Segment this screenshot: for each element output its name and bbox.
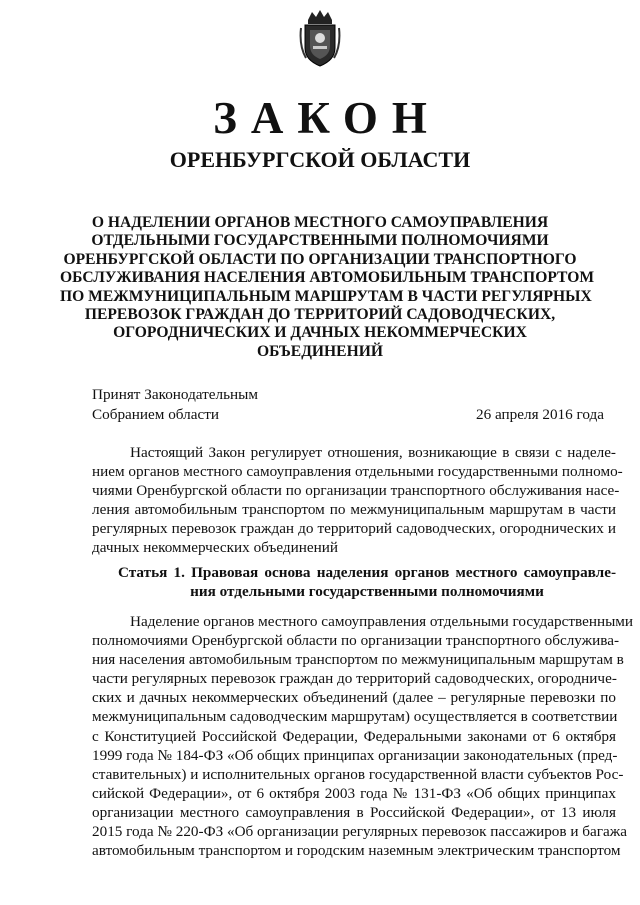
article-body-line: полномочиями Оренбургской области по организации транспортного обслужива- — [92, 632, 620, 650]
article-body-line: Наделение органов местного самоуправления отдельными государственными — [130, 613, 634, 630]
article-body-line: организации местного самоуправления в Российской Федерации», от 13 июля — [92, 803, 616, 821]
preamble-line: дачных некоммерческих объединений — [92, 539, 339, 557]
article-body-line: 1999 года № 184-ФЗ «Об общих принципах организации законодательных (пред- — [92, 746, 618, 764]
article-1-title — [118, 563, 616, 601]
subject-line: ПЕРЕВОЗОК ГРАЖДАН ДО ТЕРРИТОРИЙ САДОВОДЧЕСКИХ, — [84, 306, 556, 324]
article-body-line: части регулярных перевозок граждан до территорий садоводческих, огородниче- — [92, 670, 617, 688]
law-subject — [60, 214, 595, 361]
article-body-line: с Конституцией Российской Федерации, Федеральными законами от 6 октября — [92, 727, 616, 745]
preamble-line: ления автомобильным транспортом по межмуниципальным маршрутам в части — [92, 501, 616, 519]
subject-line: ОГОРОДНИЧЕСКИХ И ДАЧНЫХ НЕКОММЕРЧЕСКИХ — [113, 324, 527, 342]
subject-line: ОБЪЕДИНЕНИЙ — [257, 342, 383, 360]
article-body-line: 2015 года № 220-ФЗ «Об организации регулярных перевозок пассажиров и багажа — [92, 823, 627, 841]
article-body-line: ния населения автомобильным транспортом по межмуниципальным маршрутам в — [92, 651, 624, 669]
article-body-line: ских и дачных некоммерческих объединений (далее – регулярные перевозки по — [92, 689, 616, 707]
region-title: ОРЕНБУРГСКОЙ ОБЛАСТИ — [169, 147, 471, 172]
adoption-line: Собранием области — [92, 405, 219, 423]
adoption-line: Принят Законодательным — [92, 386, 258, 403]
preamble-line: регулярных перевозок граждан до территорий садоводческих, огороднических и — [92, 520, 616, 538]
article-body-line: межмуниципальным садоводческим маршрутам) осуществляется в соответствии — [92, 708, 618, 726]
adoption-date: 26 апреля 2016 года — [476, 405, 604, 423]
preamble-line: Настоящий Закон регулирует отношения, возникающие в связи с наделе- — [130, 444, 616, 461]
preamble-line: чиями Оренбургской области по организации транспортного обслуживания насе- — [92, 482, 620, 500]
article-body-line: сийской Федерации», от 6 октября 2003 года № 131-ФЗ «Об общих принципах — [92, 784, 616, 802]
article-1-body — [92, 612, 634, 860]
article-body-line: автомобильным транспортом и городским наземным электрическим транспортом — [92, 842, 621, 860]
article-title-line: Статья 1. Правовая основа наделения органов местного самоуправле- — [118, 564, 616, 581]
subject-line: О НАДЕЛЕНИИ ОРГАНОВ МЕСТНОГО САМОУПРАВЛЕНИЯ — [91, 214, 549, 231]
article-title-line: ния отдельными государственными полномочиями — [190, 583, 544, 601]
subject-line: ОРЕНБУРГСКОЙ ОБЛАСТИ ПО ОРГАНИЗАЦИИ ТРАНСПОРТНОГО — [63, 250, 577, 268]
subject-line: ПО МЕЖМУНИЦИПАЛЬНЫМ МАРШРУТАМ В ЧАСТИ РЕГУЛЯРНЫХ — [60, 287, 592, 305]
adoption-authority — [92, 385, 258, 424]
subject-line: ОТДЕЛЬНЫМИ ГОСУДАРСТВЕННЫМИ ПОЛНОМОЧИЯМИ — [91, 232, 549, 250]
subject-line: ОБСЛУЖИВАНИЯ НАСЕЛЕНИЯ АВТОМОБИЛЬНЫМ ТРАНСПОРТОМ — [60, 269, 595, 287]
law-title: ЗАКОН — [213, 93, 441, 143]
preamble-line: нием органов местного самоуправления отдельными государственными полномо- — [92, 463, 623, 481]
article-body-line: ставительных) и исполнительных органов государственной власти субъектов Рос- — [92, 765, 624, 783]
preamble — [92, 443, 623, 558]
coat-of-arms-icon — [298, 8, 342, 70]
